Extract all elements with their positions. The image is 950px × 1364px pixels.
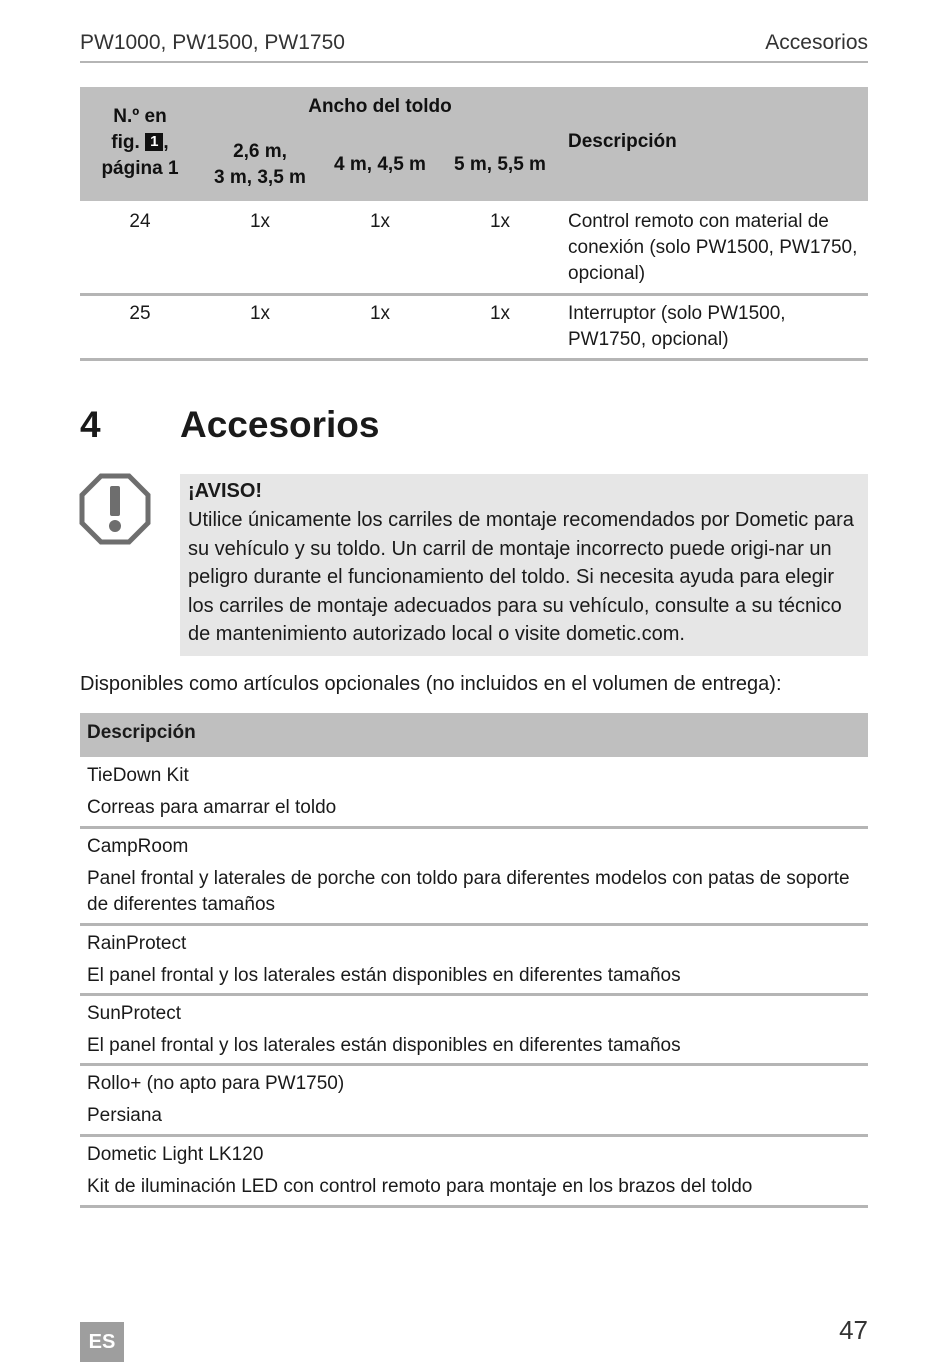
section-title: Accesorios (180, 404, 380, 445)
col-header-number (80, 104, 200, 182)
language-badge: ES (80, 1322, 124, 1362)
fig-label: fig. (111, 132, 140, 153)
col-header-width-1-line1: 2,6 m, (233, 141, 287, 162)
notice-title: ¡AVISO! (188, 480, 263, 502)
accessory-name: RainProtect (87, 933, 187, 954)
col-header-description: Descripción (87, 722, 196, 743)
accessory-description: El panel frontal y los laterales están disponibles en diferentes tamaños (87, 965, 681, 986)
cell-number: 24 (129, 211, 151, 232)
cell-width-3: 1x (489, 303, 511, 324)
page-number: 47 (839, 1315, 868, 1345)
fig-comma: , (163, 132, 169, 153)
accessory-description: Kit de iluminación LED con control remoto para montaje en los brazos del toldo (87, 1176, 753, 1197)
list-item (80, 757, 868, 826)
col-group-awning-width: Ancho del toldo (308, 96, 452, 117)
accessory-description: Panel frontal y laterales de porche con toldo para diferentes modelos con patas de soporte de diferentes tamaños (87, 868, 850, 915)
accessories-intro: Disponibles como artículos opcionales (no incluidos en el volumen de entrega): (80, 673, 782, 695)
cell-width-1: 1x (249, 303, 271, 324)
accessory-name: Rollo+ (no apto para PW1750) (87, 1073, 345, 1094)
accessory-description: Persiana (87, 1105, 162, 1126)
col-header-width-2: 4 m, 4,5 m (334, 154, 426, 175)
list-item (80, 828, 868, 923)
col-header-width-1 (200, 139, 320, 191)
accessory-name: Dometic Light LK120 (87, 1144, 264, 1165)
notice-text: Utilice únicamente los carriles de montaje recomendados por Dometic para su vehículo y su toldo. Un carril de montaje incorrecto puede origi-nar un peligro durante el funcionamiento del toldo. Si necesita ayuda para elegir los carriles de montaje adecuados para su vehículo, consulte a su técnico de mantenimiento autorizado local o visite dometic.com. (188, 509, 854, 645)
accessory-description: El panel frontal y los laterales están disponibles en diferentes tamaños (87, 1035, 681, 1056)
list-item (80, 995, 868, 1063)
col-header-width-3: 5 m, 5,5 m (454, 154, 546, 175)
row-divider (80, 1205, 868, 1208)
col-header-number-line1: N.º en (113, 106, 167, 127)
list-item (80, 925, 868, 993)
col-header-number-line2 (80, 130, 200, 156)
table-row (80, 293, 868, 358)
list-item (80, 1136, 868, 1205)
accessory-name: SunProtect (87, 1003, 181, 1024)
accessory-description: Correas para amarrar el toldo (87, 797, 337, 818)
table-row (80, 201, 868, 293)
accessories-table-header (80, 713, 868, 757)
warning-octagon-icon (79, 473, 151, 545)
running-header-section: Accesorios (765, 31, 868, 54)
parts-table-header (80, 87, 868, 201)
col-header-width-1-line2: 3 m, 3,5 m (214, 167, 306, 188)
cell-width-2: 1x (369, 303, 391, 324)
list-item (80, 1065, 868, 1134)
col-header-description: Descripción (568, 131, 677, 152)
section-number: 4 (80, 404, 101, 445)
cell-number: 25 (129, 303, 151, 324)
row-divider (80, 358, 868, 361)
notice-box (180, 474, 868, 656)
cell-description: Interruptor (solo PW1500, PW1750, opcional) (568, 303, 786, 350)
cell-width-3: 1x (489, 211, 511, 232)
accessory-name: CampRoom (87, 836, 189, 857)
cell-width-2: 1x (369, 211, 391, 232)
cell-description: Control remoto con material de conexión (solo PW1500, PW1750, opcional) (568, 211, 858, 284)
running-header-models: PW1000, PW1500, PW1750 (80, 31, 345, 54)
figure-ref-badge: 1 (145, 133, 163, 151)
header-divider (80, 61, 868, 63)
accessory-name: TieDown Kit (87, 765, 189, 786)
col-header-number-line3: página 1 (101, 158, 179, 179)
cell-width-1: 1x (249, 211, 271, 232)
